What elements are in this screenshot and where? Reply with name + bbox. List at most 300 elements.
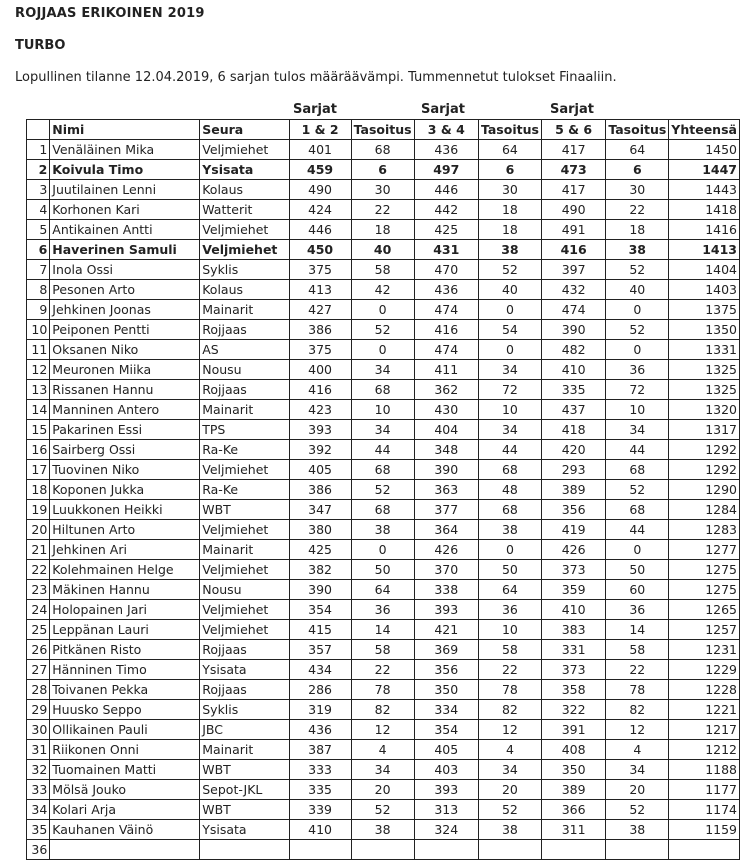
name-cell [50, 840, 200, 860]
handicap-1-cell: 44 [351, 440, 414, 460]
total-cell: 1228 [669, 680, 740, 700]
club-cell: Veljmiehet [200, 600, 289, 620]
total-cell: 1404 [669, 260, 740, 280]
series-1-2-cell: 415 [289, 620, 351, 640]
total-cell: 1290 [669, 480, 740, 500]
handicap-3-cell: 82 [606, 700, 669, 720]
rank-cell: 16 [27, 440, 50, 460]
handicap-3-cell: 34 [606, 420, 669, 440]
series-3-4-cell: 403 [414, 760, 478, 780]
series-1-2-cell: 410 [289, 820, 351, 840]
rank-cell: 5 [27, 220, 50, 240]
handicap-2-cell: 6 [478, 160, 541, 180]
club-cell: WBT [200, 800, 289, 820]
name-cell: Rissanen Hannu [50, 380, 200, 400]
club-cell: Nousu [200, 580, 289, 600]
handicap-2-cell: 38 [478, 820, 541, 840]
name-cell: Kolehmainen Helge [50, 560, 200, 580]
handicap-1-cell: 0 [351, 300, 414, 320]
club-cell: Ysisata [200, 160, 289, 180]
rank-cell: 28 [27, 680, 50, 700]
rank-cell: 22 [27, 560, 50, 580]
club-cell: WBT [200, 500, 289, 520]
name-cell: Jehkinen Joonas [50, 300, 200, 320]
club-cell: Kolaus [200, 180, 289, 200]
rank-cell: 11 [27, 340, 50, 360]
name-cell: Meuronen Miika [50, 360, 200, 380]
series-1-2-cell: 450 [289, 240, 351, 260]
series-5-6-cell: 373 [541, 560, 605, 580]
intro-text: Lopullinen tilanne 12.04.2019, 6 sarjan tulos määräävämpi. Tummennetut tulokset Finaaliin. [15, 70, 617, 85]
handicap-2-cell: 12 [478, 720, 541, 740]
rank-cell: 25 [27, 620, 50, 640]
handicap-2-cell: 50 [478, 560, 541, 580]
club-cell: JBC [200, 720, 289, 740]
name-cell: Ollikainen Pauli [50, 720, 200, 740]
table-row [27, 380, 740, 400]
series-1-2-cell: 393 [289, 420, 351, 440]
handicap-2-cell: 44 [478, 440, 541, 460]
series-3-4-cell: 393 [414, 600, 478, 620]
handicap-1-cell: 38 [351, 820, 414, 840]
handicap-1-cell: 38 [351, 520, 414, 540]
handicap-2-cell: 34 [478, 760, 541, 780]
club-cell: Veljmiehet [200, 620, 289, 640]
rank-cell: 18 [27, 480, 50, 500]
series-5-6-cell: 350 [541, 760, 605, 780]
handicap-1-cell: 52 [351, 800, 414, 820]
total-cell: 1188 [669, 760, 740, 780]
series-3-4-cell: 405 [414, 740, 478, 760]
handicap-3-cell: 60 [606, 580, 669, 600]
series-1-2-cell: 392 [289, 440, 351, 460]
rank-cell: 14 [27, 400, 50, 420]
series-5-6-cell: 410 [541, 360, 605, 380]
series-1-2-cell: 335 [289, 780, 351, 800]
club-cell: Ysisata [200, 660, 289, 680]
handicap-1-cell: 22 [351, 660, 414, 680]
club-cell: Sepot-JKL [200, 780, 289, 800]
series-1-2-cell: 286 [289, 680, 351, 700]
series-1-2-cell: 339 [289, 800, 351, 820]
series-1-2-cell: 413 [289, 280, 351, 300]
handicap-1-cell: 14 [351, 620, 414, 640]
rank-cell: 6 [27, 240, 50, 260]
handicap-2-cell: 52 [478, 260, 541, 280]
club-cell: Mainarit [200, 540, 289, 560]
rank-cell: 34 [27, 800, 50, 820]
club-cell: Mainarit [200, 300, 289, 320]
handicap-1-cell: 68 [351, 500, 414, 520]
series-5-6-cell: 432 [541, 280, 605, 300]
table-row [27, 720, 740, 740]
club-cell: Ysisata [200, 820, 289, 840]
club-cell: Syklis [200, 700, 289, 720]
series-1-2-cell: 386 [289, 320, 351, 340]
handicap-3-cell: 14 [606, 620, 669, 640]
handicap-2-cell: 78 [478, 680, 541, 700]
handicap-2-cell: 58 [478, 640, 541, 660]
name-cell: Antikainen Antti [50, 220, 200, 240]
handicap-1-cell: 4 [351, 740, 414, 760]
rank-cell: 30 [27, 720, 50, 740]
handicap-1-cell: 68 [351, 140, 414, 160]
total-cell: 1325 [669, 380, 740, 400]
handicap-3-cell: 36 [606, 600, 669, 620]
handicap-2-cell: 64 [478, 580, 541, 600]
handicap-2-cell: 72 [478, 380, 541, 400]
name-cell: Leppänan Lauri [50, 620, 200, 640]
handicap-2-cell: 64 [478, 140, 541, 160]
club-cell: Veljmiehet [200, 240, 289, 260]
handicap-2-cell: 30 [478, 180, 541, 200]
series-5-6-cell: 293 [541, 460, 605, 480]
club-cell: TPS [200, 420, 289, 440]
handicap-3-cell: 52 [606, 480, 669, 500]
series-3-4-cell: 404 [414, 420, 478, 440]
handicap-2-cell: 54 [478, 320, 541, 340]
series-5-6-cell: 397 [541, 260, 605, 280]
club-cell: Rojjaas [200, 320, 289, 340]
club-cell: Mainarit [200, 740, 289, 760]
series-1-2-cell: 425 [289, 540, 351, 560]
table-row [27, 620, 740, 640]
table-row [27, 520, 740, 540]
club-cell: Ra-Ke [200, 440, 289, 460]
total-cell: 1413 [669, 240, 740, 260]
series-5-6-cell: 335 [541, 380, 605, 400]
total-cell: 1418 [669, 200, 740, 220]
series-3-4-cell: 313 [414, 800, 478, 820]
handicap-1-cell: 40 [351, 240, 414, 260]
handicap-1-cell: 42 [351, 280, 414, 300]
series-5-6-cell: 491 [541, 220, 605, 240]
series-3-4-cell: 431 [414, 240, 478, 260]
series-1-2-cell: 427 [289, 300, 351, 320]
handicap-3-cell: 20 [606, 780, 669, 800]
rank-cell: 8 [27, 280, 50, 300]
series-5-6-cell: 417 [541, 180, 605, 200]
series-5-6-cell: 389 [541, 480, 605, 500]
total-cell: 1257 [669, 620, 740, 640]
series-1-2-cell: 459 [289, 160, 351, 180]
total-cell: 1229 [669, 660, 740, 680]
handicap-3-cell: 34 [606, 760, 669, 780]
total-cell: 1350 [669, 320, 740, 340]
name-cell: Juutilainen Lenni [50, 180, 200, 200]
handicap-1-cell: 10 [351, 400, 414, 420]
handicap-3-cell: 0 [606, 340, 669, 360]
table-row [27, 140, 740, 160]
handicap-2-cell: 82 [478, 700, 541, 720]
header-handicap-3: Tasoitus [606, 120, 669, 140]
handicap-3-cell: 68 [606, 460, 669, 480]
series-5-6-cell: 373 [541, 660, 605, 680]
handicap-1-cell: 22 [351, 200, 414, 220]
name-cell: Mölsä Jouko [50, 780, 200, 800]
total-cell: 1231 [669, 640, 740, 660]
rank-cell: 23 [27, 580, 50, 600]
table-row [27, 420, 740, 440]
series-3-4-cell: 474 [414, 340, 478, 360]
series-3-4-cell: 446 [414, 180, 478, 200]
name-cell: Korhonen Kari [50, 200, 200, 220]
table-row [27, 240, 740, 260]
handicap-1-cell: 0 [351, 540, 414, 560]
page-title: ROJJAAS ERIKOINEN 2019 [15, 6, 205, 21]
series-1-2-cell: 401 [289, 140, 351, 160]
header-series-3-4: 3 & 4 [414, 120, 478, 140]
table-row [27, 260, 740, 280]
series-3-4-cell [414, 840, 478, 860]
series-1-2-cell: 416 [289, 380, 351, 400]
name-cell: Kauhanen Väinö [50, 820, 200, 840]
table-row [27, 800, 740, 820]
name-cell: Venäläinen Mika [50, 140, 200, 160]
rank-cell: 21 [27, 540, 50, 560]
rank-cell: 19 [27, 500, 50, 520]
series-1-2-cell: 354 [289, 600, 351, 620]
series-1-2-cell: 423 [289, 400, 351, 420]
club-cell: Mainarit [200, 400, 289, 420]
handicap-1-cell: 34 [351, 360, 414, 380]
handicap-3-cell: 72 [606, 380, 669, 400]
total-cell: 1292 [669, 440, 740, 460]
series-1-2-cell: 386 [289, 480, 351, 500]
handicap-1-cell: 6 [351, 160, 414, 180]
table-header-row [27, 120, 740, 140]
handicap-2-cell: 38 [478, 520, 541, 540]
rank-cell: 27 [27, 660, 50, 680]
name-cell: Koponen Jukka [50, 480, 200, 500]
series-5-6-cell: 359 [541, 580, 605, 600]
series-5-6-cell: 331 [541, 640, 605, 660]
club-cell: Veljmiehet [200, 560, 289, 580]
club-cell: Nousu [200, 360, 289, 380]
series-5-6-cell: 419 [541, 520, 605, 540]
handicap-1-cell: 68 [351, 380, 414, 400]
series-3-4-cell: 334 [414, 700, 478, 720]
handicap-3-cell: 6 [606, 160, 669, 180]
series-5-6-cell: 356 [541, 500, 605, 520]
name-cell: Haverinen Samuli [50, 240, 200, 260]
series-3-4-cell: 474 [414, 300, 478, 320]
header-series-5-6: 5 & 6 [541, 120, 605, 140]
handicap-3-cell: 44 [606, 520, 669, 540]
handicap-3-cell: 30 [606, 180, 669, 200]
name-cell: Jehkinen Ari [50, 540, 200, 560]
name-cell: Riikonen Onni [50, 740, 200, 760]
handicap-2-cell: 40 [478, 280, 541, 300]
club-cell: Veljmiehet [200, 520, 289, 540]
club-cell: Veljmiehet [200, 140, 289, 160]
series-5-6-cell: 437 [541, 400, 605, 420]
rank-cell: 24 [27, 600, 50, 620]
club-cell: Watterit [200, 200, 289, 220]
name-cell: Tuomainen Matti [50, 760, 200, 780]
total-cell: 1275 [669, 560, 740, 580]
name-cell: Peiponen Pentti [50, 320, 200, 340]
series-3-4-cell: 364 [414, 520, 478, 540]
handicap-2-cell: 48 [478, 480, 541, 500]
rank-cell: 3 [27, 180, 50, 200]
handicap-3-cell: 0 [606, 300, 669, 320]
handicap-1-cell: 12 [351, 720, 414, 740]
series-1-2-cell: 390 [289, 580, 351, 600]
name-cell: Holopainen Jari [50, 600, 200, 620]
table-row [27, 220, 740, 240]
series-3-4-cell: 497 [414, 160, 478, 180]
series-3-4-cell: 442 [414, 200, 478, 220]
series-1-2-cell: 424 [289, 200, 351, 220]
club-cell: Veljmiehet [200, 460, 289, 480]
page-subtitle: TURBO [15, 38, 66, 53]
handicap-1-cell: 68 [351, 460, 414, 480]
table-row [27, 500, 740, 520]
series-5-6-cell: 416 [541, 240, 605, 260]
handicap-3-cell: 52 [606, 320, 669, 340]
series-3-4-cell: 411 [414, 360, 478, 380]
handicap-3-cell: 10 [606, 400, 669, 420]
series-5-6-cell: 474 [541, 300, 605, 320]
name-cell: Hänninen Timo [50, 660, 200, 680]
series-3-4-cell: 470 [414, 260, 478, 280]
series-1-2-cell: 405 [289, 460, 351, 480]
handicap-2-cell [478, 840, 541, 860]
header-handicap-1: Tasoitus [351, 120, 414, 140]
handicap-2-cell: 52 [478, 800, 541, 820]
handicap-1-cell: 18 [351, 220, 414, 240]
rank-cell: 33 [27, 780, 50, 800]
club-cell: Ra-Ke [200, 480, 289, 500]
group-label-3-4: Sarjat [421, 102, 465, 117]
name-cell: Manninen Antero [50, 400, 200, 420]
handicap-3-cell: 38 [606, 820, 669, 840]
name-cell: Huusko Seppo [50, 700, 200, 720]
series-5-6-cell: 410 [541, 600, 605, 620]
series-5-6-cell: 366 [541, 800, 605, 820]
handicap-2-cell: 0 [478, 300, 541, 320]
series-1-2-cell: 380 [289, 520, 351, 540]
handicap-3-cell: 78 [606, 680, 669, 700]
handicap-3-cell: 4 [606, 740, 669, 760]
series-5-6-cell: 389 [541, 780, 605, 800]
handicap-3-cell: 44 [606, 440, 669, 460]
handicap-1-cell: 34 [351, 760, 414, 780]
handicap-3-cell: 18 [606, 220, 669, 240]
table-body [27, 140, 740, 860]
table-row [27, 360, 740, 380]
series-1-2-cell: 387 [289, 740, 351, 760]
rank-cell: 26 [27, 640, 50, 660]
handicap-1-cell: 36 [351, 600, 414, 620]
total-cell: 1283 [669, 520, 740, 540]
header-name: Nimi [50, 120, 200, 140]
handicap-1-cell: 82 [351, 700, 414, 720]
series-3-4-cell: 390 [414, 460, 478, 480]
handicap-1-cell: 78 [351, 680, 414, 700]
handicap-2-cell: 68 [478, 460, 541, 480]
series-5-6-cell: 420 [541, 440, 605, 460]
handicap-2-cell: 0 [478, 540, 541, 560]
header-handicap-2: Tasoitus [478, 120, 541, 140]
rank-cell: 13 [27, 380, 50, 400]
series-1-2-cell: 446 [289, 220, 351, 240]
handicap-1-cell: 0 [351, 340, 414, 360]
handicap-3-cell: 22 [606, 660, 669, 680]
handicap-2-cell: 18 [478, 200, 541, 220]
rank-cell: 15 [27, 420, 50, 440]
handicap-1-cell: 58 [351, 260, 414, 280]
rank-cell: 12 [27, 360, 50, 380]
table-row [27, 640, 740, 660]
handicap-3-cell: 40 [606, 280, 669, 300]
rank-cell: 4 [27, 200, 50, 220]
handicap-3-cell [606, 840, 669, 860]
name-cell: Pakarinen Essi [50, 420, 200, 440]
total-cell: 1325 [669, 360, 740, 380]
name-cell: Pitkänen Risto [50, 640, 200, 660]
name-cell: Mäkinen Hannu [50, 580, 200, 600]
series-1-2-cell: 319 [289, 700, 351, 720]
handicap-1-cell: 20 [351, 780, 414, 800]
table-row [27, 780, 740, 800]
series-5-6-cell: 390 [541, 320, 605, 340]
series-3-4-cell: 356 [414, 660, 478, 680]
series-5-6-cell: 418 [541, 420, 605, 440]
series-3-4-cell: 363 [414, 480, 478, 500]
total-cell: 1277 [669, 540, 740, 560]
series-5-6-cell [541, 840, 605, 860]
table-row [27, 760, 740, 780]
table-row [27, 180, 740, 200]
series-3-4-cell: 425 [414, 220, 478, 240]
total-cell: 1174 [669, 800, 740, 820]
handicap-2-cell: 36 [478, 600, 541, 620]
series-1-2-cell: 375 [289, 340, 351, 360]
table-row [27, 660, 740, 680]
table-row [27, 680, 740, 700]
table-row [27, 400, 740, 420]
handicap-3-cell: 64 [606, 140, 669, 160]
handicap-2-cell: 34 [478, 420, 541, 440]
handicap-2-cell: 10 [478, 400, 541, 420]
rank-cell: 20 [27, 520, 50, 540]
series-3-4-cell: 348 [414, 440, 478, 460]
header-rank [27, 120, 50, 140]
handicap-1-cell: 64 [351, 580, 414, 600]
series-3-4-cell: 393 [414, 780, 478, 800]
club-cell: Rojjaas [200, 680, 289, 700]
header-series-1-2: 1 & 2 [289, 120, 351, 140]
handicap-1-cell: 34 [351, 420, 414, 440]
handicap-2-cell: 0 [478, 340, 541, 360]
total-cell: 1275 [669, 580, 740, 600]
handicap-3-cell: 50 [606, 560, 669, 580]
rank-cell: 17 [27, 460, 50, 480]
series-3-4-cell: 430 [414, 400, 478, 420]
table-row [27, 280, 740, 300]
table-row [27, 840, 740, 860]
club-cell: Kolaus [200, 280, 289, 300]
handicap-3-cell: 58 [606, 640, 669, 660]
name-cell: Inola Ossi [50, 260, 200, 280]
series-5-6-cell: 408 [541, 740, 605, 760]
handicap-3-cell: 0 [606, 540, 669, 560]
club-cell: Rojjaas [200, 640, 289, 660]
name-cell: Toivanen Pekka [50, 680, 200, 700]
club-cell: WBT [200, 760, 289, 780]
